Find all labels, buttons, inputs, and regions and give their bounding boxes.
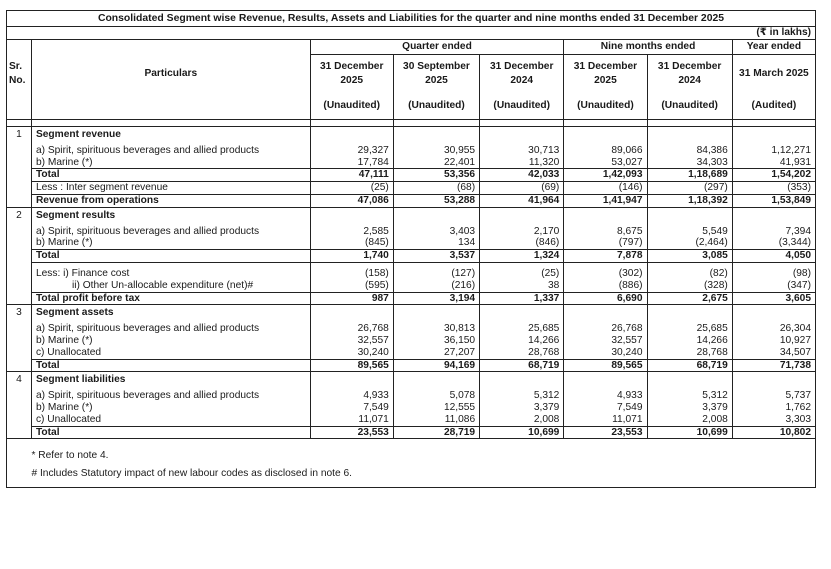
value-cell: 1,18,689 xyxy=(647,169,732,182)
value-cell: 71,738 xyxy=(732,359,815,372)
total-label: Total xyxy=(31,359,310,372)
unit-label: (₹ in lakhs) xyxy=(7,27,816,40)
value-cell: (353) xyxy=(732,182,815,195)
period-header: 31 December 2024 xyxy=(480,55,564,94)
audit-status: (Audited) xyxy=(732,93,815,120)
table-row xyxy=(7,169,816,182)
value-cell: 2,170 xyxy=(480,222,564,238)
value-cell: 2,008 xyxy=(647,414,732,426)
value-cell: 7,878 xyxy=(564,250,647,263)
value-cell xyxy=(393,207,479,221)
audit-status: (Unaudited) xyxy=(480,93,564,120)
total-label: Revenue from operations xyxy=(31,194,310,207)
value-cell: 11,320 xyxy=(480,157,564,169)
value-cell: (146) xyxy=(564,182,647,195)
value-cell: 94,169 xyxy=(393,359,479,372)
row-label: b) Marine (*) xyxy=(31,335,310,347)
value-cell: 4,933 xyxy=(564,386,647,402)
value-cell: (3,344) xyxy=(732,237,815,249)
value-cell: 6,690 xyxy=(564,292,647,305)
period-header: 31 March 2025 xyxy=(732,55,815,94)
table-row xyxy=(7,207,816,221)
value-cell: 47,111 xyxy=(310,169,393,182)
value-cell: 1,54,202 xyxy=(732,169,815,182)
value-cell: 3,379 xyxy=(647,402,732,414)
value-cell: 1,762 xyxy=(732,402,815,414)
value-cell: 26,304 xyxy=(732,319,815,335)
value-cell: (297) xyxy=(647,182,732,195)
year-ended-header: Year ended xyxy=(732,40,815,55)
footnote: # Includes Statutory impact of new labour codes as disclosed in note 6. xyxy=(31,468,352,480)
segment-report xyxy=(6,10,816,488)
value-cell xyxy=(393,127,479,141)
table-row xyxy=(7,347,816,359)
table-row xyxy=(7,157,816,169)
table-row xyxy=(7,414,816,426)
table-row xyxy=(7,280,816,292)
value-cell xyxy=(732,372,815,386)
section-heading: Segment revenue xyxy=(31,127,310,141)
title-row xyxy=(7,11,816,27)
table-row xyxy=(7,319,816,335)
value-cell: 11,086 xyxy=(393,414,479,426)
row-label: ii) Other Un-allocable expenditure (net)# xyxy=(31,280,310,292)
table-row xyxy=(7,250,816,263)
value-cell: 11,071 xyxy=(564,414,647,426)
value-cell: 5,549 xyxy=(647,222,732,238)
value-cell: (595) xyxy=(310,280,393,292)
footnotes xyxy=(31,439,815,488)
value-cell: 12,555 xyxy=(393,402,479,414)
value-cell: 10,699 xyxy=(647,426,732,439)
value-cell: 1,324 xyxy=(480,250,564,263)
value-cell: 1,53,849 xyxy=(732,194,815,207)
value-cell: 22,401 xyxy=(393,157,479,169)
value-cell: 1,42,093 xyxy=(564,169,647,182)
value-cell: 5,737 xyxy=(732,386,815,402)
row-label: c) Unallocated xyxy=(31,414,310,426)
audit-status: (Unaudited) xyxy=(310,93,393,120)
value-cell: 7,549 xyxy=(310,402,393,414)
row-label: a) Spirit, spirituous beverages and allied products xyxy=(31,141,310,157)
value-cell: (68) xyxy=(393,182,479,195)
table-row xyxy=(7,182,816,195)
value-cell: 89,066 xyxy=(564,141,647,157)
value-cell: 42,033 xyxy=(480,169,564,182)
value-cell: 30,240 xyxy=(310,347,393,359)
value-cell xyxy=(480,127,564,141)
quarter-ended-header: Quarter ended xyxy=(310,40,564,55)
row-label: a) Spirit, spirituous beverages and allied products xyxy=(31,222,310,238)
value-cell: 53,356 xyxy=(393,169,479,182)
serial-number: 2 xyxy=(7,207,32,221)
value-cell xyxy=(647,127,732,141)
value-cell: 14,266 xyxy=(480,335,564,347)
value-cell: 4,933 xyxy=(310,386,393,402)
value-cell xyxy=(480,207,564,221)
value-cell xyxy=(564,305,647,319)
value-cell: (216) xyxy=(393,280,479,292)
value-cell: (845) xyxy=(310,237,393,249)
value-cell: (347) xyxy=(732,280,815,292)
value-cell: (886) xyxy=(564,280,647,292)
row-label: c) Unallocated xyxy=(31,347,310,359)
section-heading: Segment results xyxy=(31,207,310,221)
period-date-row xyxy=(7,55,816,94)
table-row xyxy=(7,194,816,207)
row-label: b) Marine (*) xyxy=(31,237,310,249)
value-cell: 17,784 xyxy=(310,157,393,169)
value-cell: 1,41,947 xyxy=(564,194,647,207)
table-row xyxy=(7,262,816,279)
value-cell: 14,266 xyxy=(647,335,732,347)
value-cell: 1,740 xyxy=(310,250,393,263)
value-cell: 28,768 xyxy=(480,347,564,359)
table-row xyxy=(7,127,816,141)
value-cell: 27,207 xyxy=(393,347,479,359)
row-label: a) Spirit, spirituous beverages and allied products xyxy=(31,319,310,335)
audit-status-row xyxy=(7,93,816,120)
nine-months-ended-header: Nine months ended xyxy=(564,40,732,55)
notes-row xyxy=(7,439,816,488)
value-cell: 134 xyxy=(393,237,479,249)
value-cell xyxy=(310,305,393,319)
row-label: Less: i) Finance cost xyxy=(31,262,310,279)
table-row xyxy=(7,335,816,347)
value-cell xyxy=(647,372,732,386)
total-label: Total profit before tax xyxy=(31,292,310,305)
value-cell xyxy=(310,372,393,386)
value-cell: 68,719 xyxy=(480,359,564,372)
value-cell: 3,085 xyxy=(647,250,732,263)
value-cell: 41,964 xyxy=(480,194,564,207)
value-cell: 29,327 xyxy=(310,141,393,157)
value-cell: 1,337 xyxy=(480,292,564,305)
value-cell xyxy=(564,207,647,221)
value-cell: 32,557 xyxy=(564,335,647,347)
value-cell: (25) xyxy=(480,262,564,279)
value-cell: 3,303 xyxy=(732,414,815,426)
value-cell: (302) xyxy=(564,262,647,279)
value-cell xyxy=(564,372,647,386)
audit-status: (Unaudited) xyxy=(393,93,479,120)
row-label: Less : Inter segment revenue xyxy=(31,182,310,195)
value-cell: 11,071 xyxy=(310,414,393,426)
value-cell xyxy=(647,305,732,319)
value-cell: (69) xyxy=(480,182,564,195)
value-cell: 10,802 xyxy=(732,426,815,439)
period-header: 31 December 2025 xyxy=(310,55,393,94)
value-cell: 53,027 xyxy=(564,157,647,169)
value-cell: 36,150 xyxy=(393,335,479,347)
value-cell xyxy=(480,305,564,319)
row-label: b) Marine (*) xyxy=(31,157,310,169)
value-cell: 30,713 xyxy=(480,141,564,157)
spacer-row xyxy=(7,120,816,127)
table-row xyxy=(7,292,816,305)
value-cell: 26,768 xyxy=(310,319,393,335)
value-cell: 26,768 xyxy=(564,319,647,335)
row-label: a) Spirit, spirituous beverages and allied products xyxy=(31,386,310,402)
value-cell: 987 xyxy=(310,292,393,305)
value-cell: 5,312 xyxy=(480,386,564,402)
section-heading: Segment liabilities xyxy=(31,372,310,386)
serial-number: 4 xyxy=(7,372,32,386)
value-cell: 89,565 xyxy=(564,359,647,372)
period-header: 30 September 2025 xyxy=(393,55,479,94)
value-cell: 41,931 xyxy=(732,157,815,169)
value-cell: 3,403 xyxy=(393,222,479,238)
value-cell: (328) xyxy=(647,280,732,292)
value-cell: 2,008 xyxy=(480,414,564,426)
value-cell: (846) xyxy=(480,237,564,249)
value-cell: 68,719 xyxy=(647,359,732,372)
audit-status: (Unaudited) xyxy=(647,93,732,120)
table-row xyxy=(7,372,816,386)
value-cell: 5,078 xyxy=(393,386,479,402)
value-cell: 3,194 xyxy=(393,292,479,305)
particulars-header: Particulars xyxy=(31,55,310,94)
value-cell: 8,675 xyxy=(564,222,647,238)
value-cell: 32,557 xyxy=(310,335,393,347)
value-cell: 47,086 xyxy=(310,194,393,207)
value-cell xyxy=(393,372,479,386)
row-label: b) Marine (*) xyxy=(31,402,310,414)
table-row xyxy=(7,426,816,439)
section-heading: Segment assets xyxy=(31,305,310,319)
table-row xyxy=(7,222,816,238)
table-row xyxy=(7,237,816,249)
value-cell: 10,699 xyxy=(480,426,564,439)
table-row xyxy=(7,402,816,414)
value-cell: 10,927 xyxy=(732,335,815,347)
value-cell xyxy=(732,127,815,141)
value-cell: 2,675 xyxy=(647,292,732,305)
total-label: Total xyxy=(31,169,310,182)
value-cell: 5,312 xyxy=(647,386,732,402)
serial-number: 3 xyxy=(7,305,32,319)
value-cell xyxy=(732,305,815,319)
value-cell: (98) xyxy=(732,262,815,279)
period-header: 31 December 2024 xyxy=(647,55,732,94)
value-cell: (2,464) xyxy=(647,237,732,249)
value-cell: 1,12,271 xyxy=(732,141,815,157)
value-cell: 7,549 xyxy=(564,402,647,414)
value-cell: 1,18,392 xyxy=(647,194,732,207)
value-cell: 28,768 xyxy=(647,347,732,359)
period-group-row xyxy=(7,40,816,55)
value-cell: 34,507 xyxy=(732,347,815,359)
segment-table xyxy=(6,10,816,488)
value-cell: 23,553 xyxy=(564,426,647,439)
value-cell xyxy=(732,207,815,221)
audit-status: (Unaudited) xyxy=(564,93,647,120)
value-cell: 28,719 xyxy=(393,426,479,439)
total-label: Total xyxy=(31,250,310,263)
value-cell: 7,394 xyxy=(732,222,815,238)
value-cell: 23,553 xyxy=(310,426,393,439)
serial-number: 1 xyxy=(7,127,32,141)
value-cell xyxy=(310,207,393,221)
value-cell: (797) xyxy=(564,237,647,249)
value-cell: 4,050 xyxy=(732,250,815,263)
unit-row xyxy=(7,27,816,40)
table-row xyxy=(7,386,816,402)
footnote: * Refer to note 4. xyxy=(31,450,109,462)
value-cell: 30,813 xyxy=(393,319,479,335)
total-label: Total xyxy=(31,426,310,439)
period-header: 31 December 2025 xyxy=(564,55,647,94)
value-cell: 30,955 xyxy=(393,141,479,157)
value-cell: 3,537 xyxy=(393,250,479,263)
table-row xyxy=(7,305,816,319)
value-cell: 89,565 xyxy=(310,359,393,372)
sr-no-header: Sr. No. xyxy=(7,55,32,94)
value-cell: (158) xyxy=(310,262,393,279)
table-title: Consolidated Segment wise Revenue, Results, Assets and Liabilities for the quarter and nine months ended 31 December 2025 xyxy=(7,11,816,27)
value-cell: 30,240 xyxy=(564,347,647,359)
value-cell: 25,685 xyxy=(647,319,732,335)
value-cell xyxy=(647,207,732,221)
value-cell: 53,288 xyxy=(393,194,479,207)
value-cell: (127) xyxy=(393,262,479,279)
value-cell: 25,685 xyxy=(480,319,564,335)
value-cell xyxy=(393,305,479,319)
value-cell xyxy=(564,127,647,141)
value-cell: 3,605 xyxy=(732,292,815,305)
table-row xyxy=(7,141,816,157)
value-cell: 84,386 xyxy=(647,141,732,157)
value-cell: 2,585 xyxy=(310,222,393,238)
value-cell: (82) xyxy=(647,262,732,279)
value-cell: 3,379 xyxy=(480,402,564,414)
value-cell xyxy=(310,127,393,141)
table-row xyxy=(7,359,816,372)
value-cell xyxy=(480,372,564,386)
value-cell: 38 xyxy=(480,280,564,292)
value-cell: 34,303 xyxy=(647,157,732,169)
value-cell: (25) xyxy=(310,182,393,195)
